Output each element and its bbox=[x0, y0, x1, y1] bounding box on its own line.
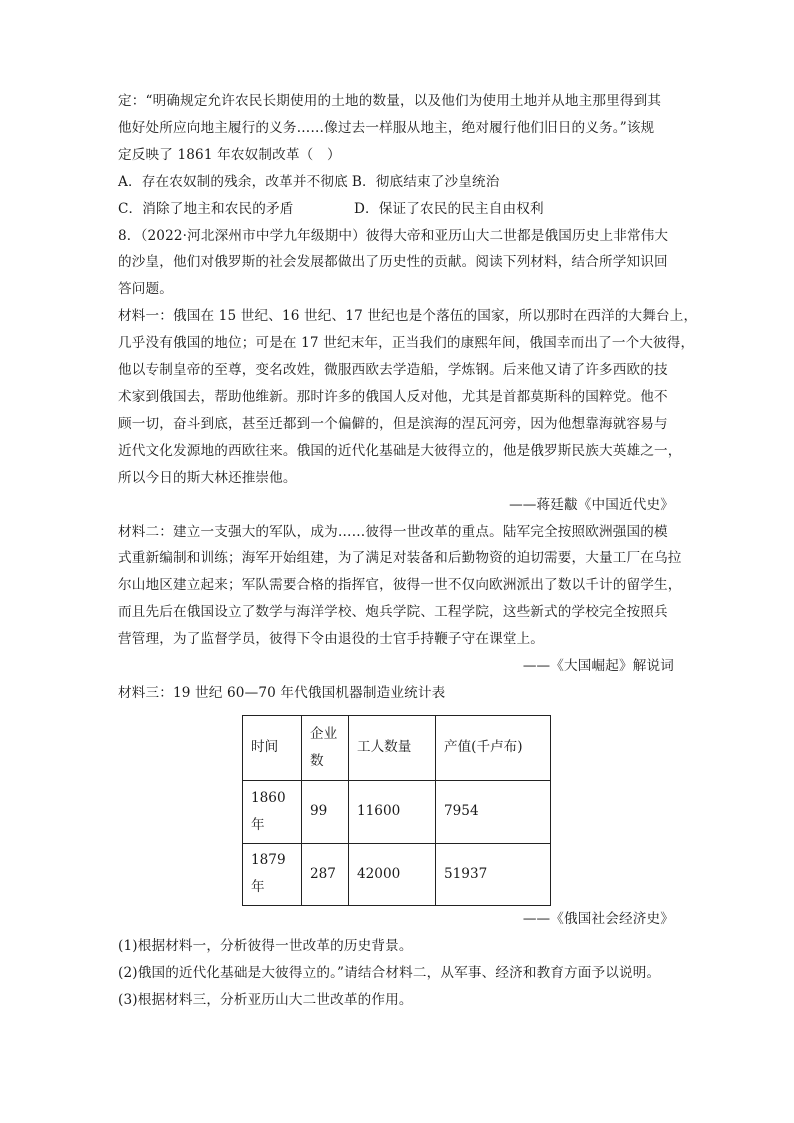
option-b[interactable]: B．彻底结束了沙皇统治 bbox=[351, 173, 500, 190]
document-page bbox=[118, 88, 698, 1013]
header-cell: 时间 bbox=[243, 715, 302, 780]
sub-question-2: (2)俄国的近代化基础是大彼得立的。”请结合材料二，从军事、经济和教育方面予以说明。 bbox=[118, 964, 661, 981]
text-line: 定：“明确规定允许农民长期使用的土地的数量，以及他们为使用土地并从地主那里得到其 bbox=[118, 93, 662, 109]
text-line: 术家到俄国去，帮助他维新。那时许多的俄国人反对他，尤其是首都莫斯科的国粹党。他不 bbox=[118, 388, 668, 405]
table-cell: 1860 年 bbox=[243, 780, 302, 843]
table-cell: 11600 bbox=[349, 780, 436, 843]
source-citation: ——蒋廷黻《中国近代史》 bbox=[509, 496, 674, 513]
table-header-row bbox=[243, 715, 551, 780]
header-cell: 产值(千卢布) bbox=[436, 715, 551, 780]
option-a[interactable]: A．存在农奴制的残余，改革并不彻底 bbox=[118, 173, 348, 190]
source-citation: ——《大国崛起》解说词 bbox=[522, 658, 674, 675]
text-line: 式重新编制和训练；海军开始组建，为了满足对装备和后勤物资的迫切需要，大量工厂在乌拉 bbox=[118, 550, 682, 567]
text-line: 8．（2022·河北深州市中学九年级期中）彼得大帝和亚历山大二世都是俄国历史上非常伟大 bbox=[118, 227, 669, 244]
table-title: 材料三：19 世纪 60—70 年代俄国机器制造业统计表 bbox=[118, 684, 446, 701]
table-row bbox=[243, 843, 551, 905]
sub-question-1: (1)根据材料一，分析彼得一世改革的历史背景。 bbox=[118, 937, 413, 954]
text-line: 他好处所应向地主履行的义务……像过去一样服从地主，绝对履行他们旧日的义务。”该规 bbox=[118, 119, 655, 136]
text-line: 他以专制皇帝的至尊，变名改姓，微服西欧去学造船，学炼钢。后来他又请了许多西欧的技 bbox=[118, 362, 668, 379]
material-2 bbox=[118, 519, 682, 680]
question-8-intro bbox=[118, 223, 678, 304]
question-7-stem bbox=[118, 88, 678, 169]
header-cell: 企业 数 bbox=[302, 715, 349, 780]
material-3 bbox=[118, 680, 678, 933]
option-row bbox=[118, 169, 678, 196]
table-cell: 99 bbox=[302, 780, 349, 843]
text-line: 几乎没有俄国的地位；可是在 17 世纪末年，正当我们的康熙年间，俄国幸而出了一个大彼得， bbox=[118, 335, 695, 352]
text-line: 材料一：俄国在 15 世纪、16 世纪、17 世纪也是个落伍的国家，所以那时在西洋的大舞台上， bbox=[118, 308, 698, 325]
header-cell: 工人数量 bbox=[349, 715, 436, 780]
option-row bbox=[118, 196, 678, 223]
question-7-options bbox=[118, 169, 678, 223]
text-line: 的沙皇，他们对俄罗斯的社会发展都做出了历史性的贡献。阅读下列材料，结合所学知识回 bbox=[118, 254, 668, 271]
text-line: 顾一切，奋斗到底，甚至迁都到一个偏僻的，但是滨海的涅瓦河旁，因为他想靠海就容易与 bbox=[118, 415, 668, 432]
table-cell: 1879 年 bbox=[243, 843, 302, 905]
text-line: 所以今日的斯大林还推崇他。 bbox=[118, 469, 297, 486]
sub-questions bbox=[118, 933, 678, 1014]
table-cell: 51937 bbox=[436, 843, 551, 905]
table-cell: 42000 bbox=[349, 843, 436, 905]
text-line: 材料二：建立一支强大的军队，成为……彼得一世改革的重点。陆军完全按照欧洲强国的模 bbox=[118, 523, 668, 540]
source-citation: ——《俄国社会经济史》 bbox=[522, 910, 674, 927]
text-line: 近代文化发源地的西欧往来。俄国的近代化基础是大彼得立的，他是俄罗斯民族大英雄之一， bbox=[118, 442, 682, 459]
text-line: 定反映了 1861 年农奴制改革（ ） bbox=[118, 146, 341, 163]
sub-question-3: (3)根据材料三，分析亚历山大二世改革的作用。 bbox=[118, 991, 413, 1008]
material-1 bbox=[118, 303, 698, 518]
statistics-table bbox=[242, 715, 551, 906]
option-c[interactable]: C．消除了地主和农民的矛盾 bbox=[118, 200, 294, 217]
option-d[interactable]: D．保证了农民的民主自由权利 bbox=[354, 200, 544, 217]
text-line: 营管理，为了监督学员，彼得下令由退役的士官手持鞭子守在课堂上。 bbox=[118, 631, 545, 648]
text-line: 而且先后在俄国设立了数学与海洋学校、炮兵学院、工程学院，这些新式的学校完全按照兵 bbox=[118, 604, 668, 621]
table-row bbox=[243, 780, 551, 843]
text-line: 答问题。 bbox=[118, 281, 173, 298]
table-cell: 287 bbox=[302, 843, 349, 905]
text-line: 尔山地区建立起来；军队需要合格的指挥官，彼得一世不仅向欧洲派出了数以千计的留学生， bbox=[118, 577, 682, 594]
table-cell: 7954 bbox=[436, 780, 551, 843]
